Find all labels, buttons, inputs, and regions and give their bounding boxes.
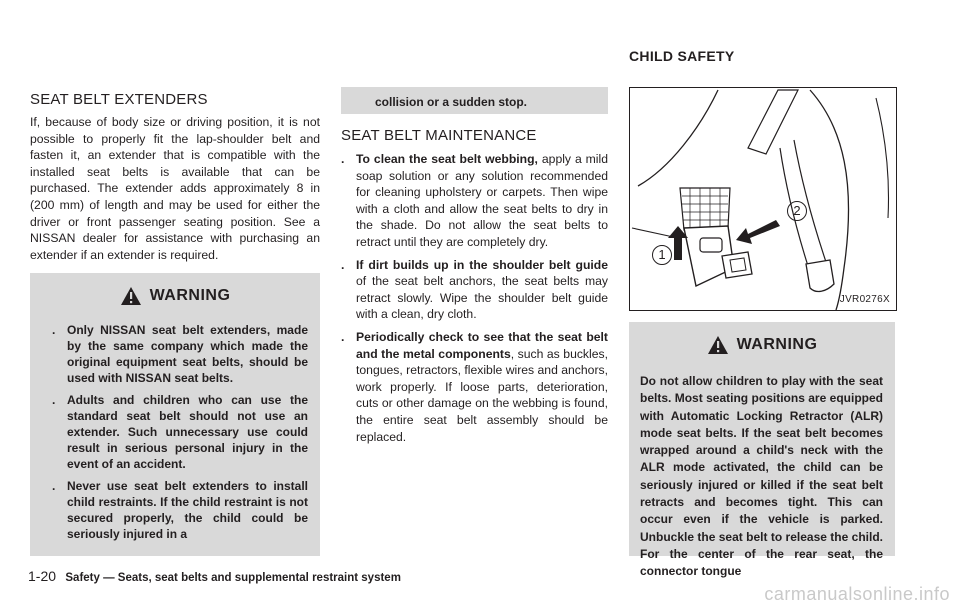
warning-text-right: Do not allow children to play with the seat belts. Most seating positions are equipped with Automatic Locking Retractor (ALR) mode seat belts. If the seat belt becomes wrapped around a child's neck with the ALR mode activated, the child can be seriously injured or killed if the seat belt retracts and becomes tight. This can occur even if the vehicle is parked. Unbuckle the seat belt to release the child. For the center of the rear seat, the connector tongue <box>640 374 883 579</box>
warning-label-right: WARNING <box>736 336 818 353</box>
bullet: . <box>52 323 56 337</box>
seat-belt-extender-illustration <box>630 88 896 310</box>
maintenance-list <box>341 151 608 445</box>
maintenance-section <box>341 127 608 451</box>
list-item: . Never use seat belt extenders to install child restraints. If the child restraint is not secured properly, the child could be seriously injured in a <box>52 479 308 541</box>
warning-continuation-box <box>341 87 608 114</box>
warning-header-right <box>629 335 895 355</box>
figure-code: JVR0276X <box>839 294 890 305</box>
page-footer <box>28 568 401 584</box>
chapter-title: CHILD SAFETY <box>629 48 735 64</box>
list-item: . To clean the seat belt webbing, apply a mild soap solution or any solution recommended for cleaning upholstery or carpets. Then wipe with a cloth and allow the seat belts to dry in the shade. Do not allow the seat belts to retract until they are completely dry. <box>341 152 608 249</box>
extenders-section <box>30 91 320 263</box>
list-item: . Only NISSAN seat belt extenders, made by the same company which made the original equipment seat belts, should be used with NISSAN seat belts. <box>52 323 308 385</box>
warning-header-left <box>30 286 320 306</box>
warning-list-left <box>52 322 308 542</box>
bullet: . <box>341 152 345 166</box>
warning-box-right <box>629 322 895 579</box>
list-item: . Adults and children who can use the standard seat belt should not use an extender. Such unnecessary use could result in serious personal injury in the event of an accident. <box>52 393 308 471</box>
warning-box-left <box>30 273 320 556</box>
bullet: . <box>52 393 56 407</box>
warning-triangle-icon <box>120 286 142 306</box>
extenders-title: SEAT BELT EXTENDERS <box>30 91 208 108</box>
page-number: 1-20 <box>28 568 57 584</box>
bullet: . <box>52 479 56 493</box>
bullet: . <box>341 257 345 272</box>
warning-continuation: collision or a sudden stop. <box>375 95 528 109</box>
maintenance-title: SEAT BELT MAINTENANCE <box>341 127 537 144</box>
list-item: . If dirt builds up in the shoulder belt guide of the seat belt anchors, the seat belts may retract slowly. Wipe the shoulder belt guide with a clean, dry cloth. <box>341 257 608 322</box>
callout-1: 1 <box>652 245 672 265</box>
list-item: . Periodically check to see that the seat belt and the metal components, such as buckles, tongues, retractors, flexible wires and anchors, work properly. If loose parts, deterioration, cuts or other damage on the webbing is found, the entire seat belt assembly should be replaced. <box>341 329 608 444</box>
extenders-body: If, because of body size or driving position, it is not possible to properly fit the lap-shoulder belt and fasten it, an extender that is compatible with the installed seat belts is available that can be purchased. The extender adds approximately 8 in (200 mm) of length and may be used for either the driver or front passenger seating position. See a NISSAN dealer for assistance with purchasing an extender if an extender is required. <box>30 115 320 262</box>
warning-triangle-icon <box>707 335 729 355</box>
bullet: . <box>341 329 345 344</box>
callout-2: 2 <box>787 201 807 221</box>
breadcrumb: Safety — Seats, seat belts and supplemental restraint system <box>65 572 401 584</box>
seat-belt-extender-figure <box>629 87 897 311</box>
warning-label-left: WARNING <box>149 287 231 304</box>
watermark: carmanualsonline.info <box>764 584 950 604</box>
